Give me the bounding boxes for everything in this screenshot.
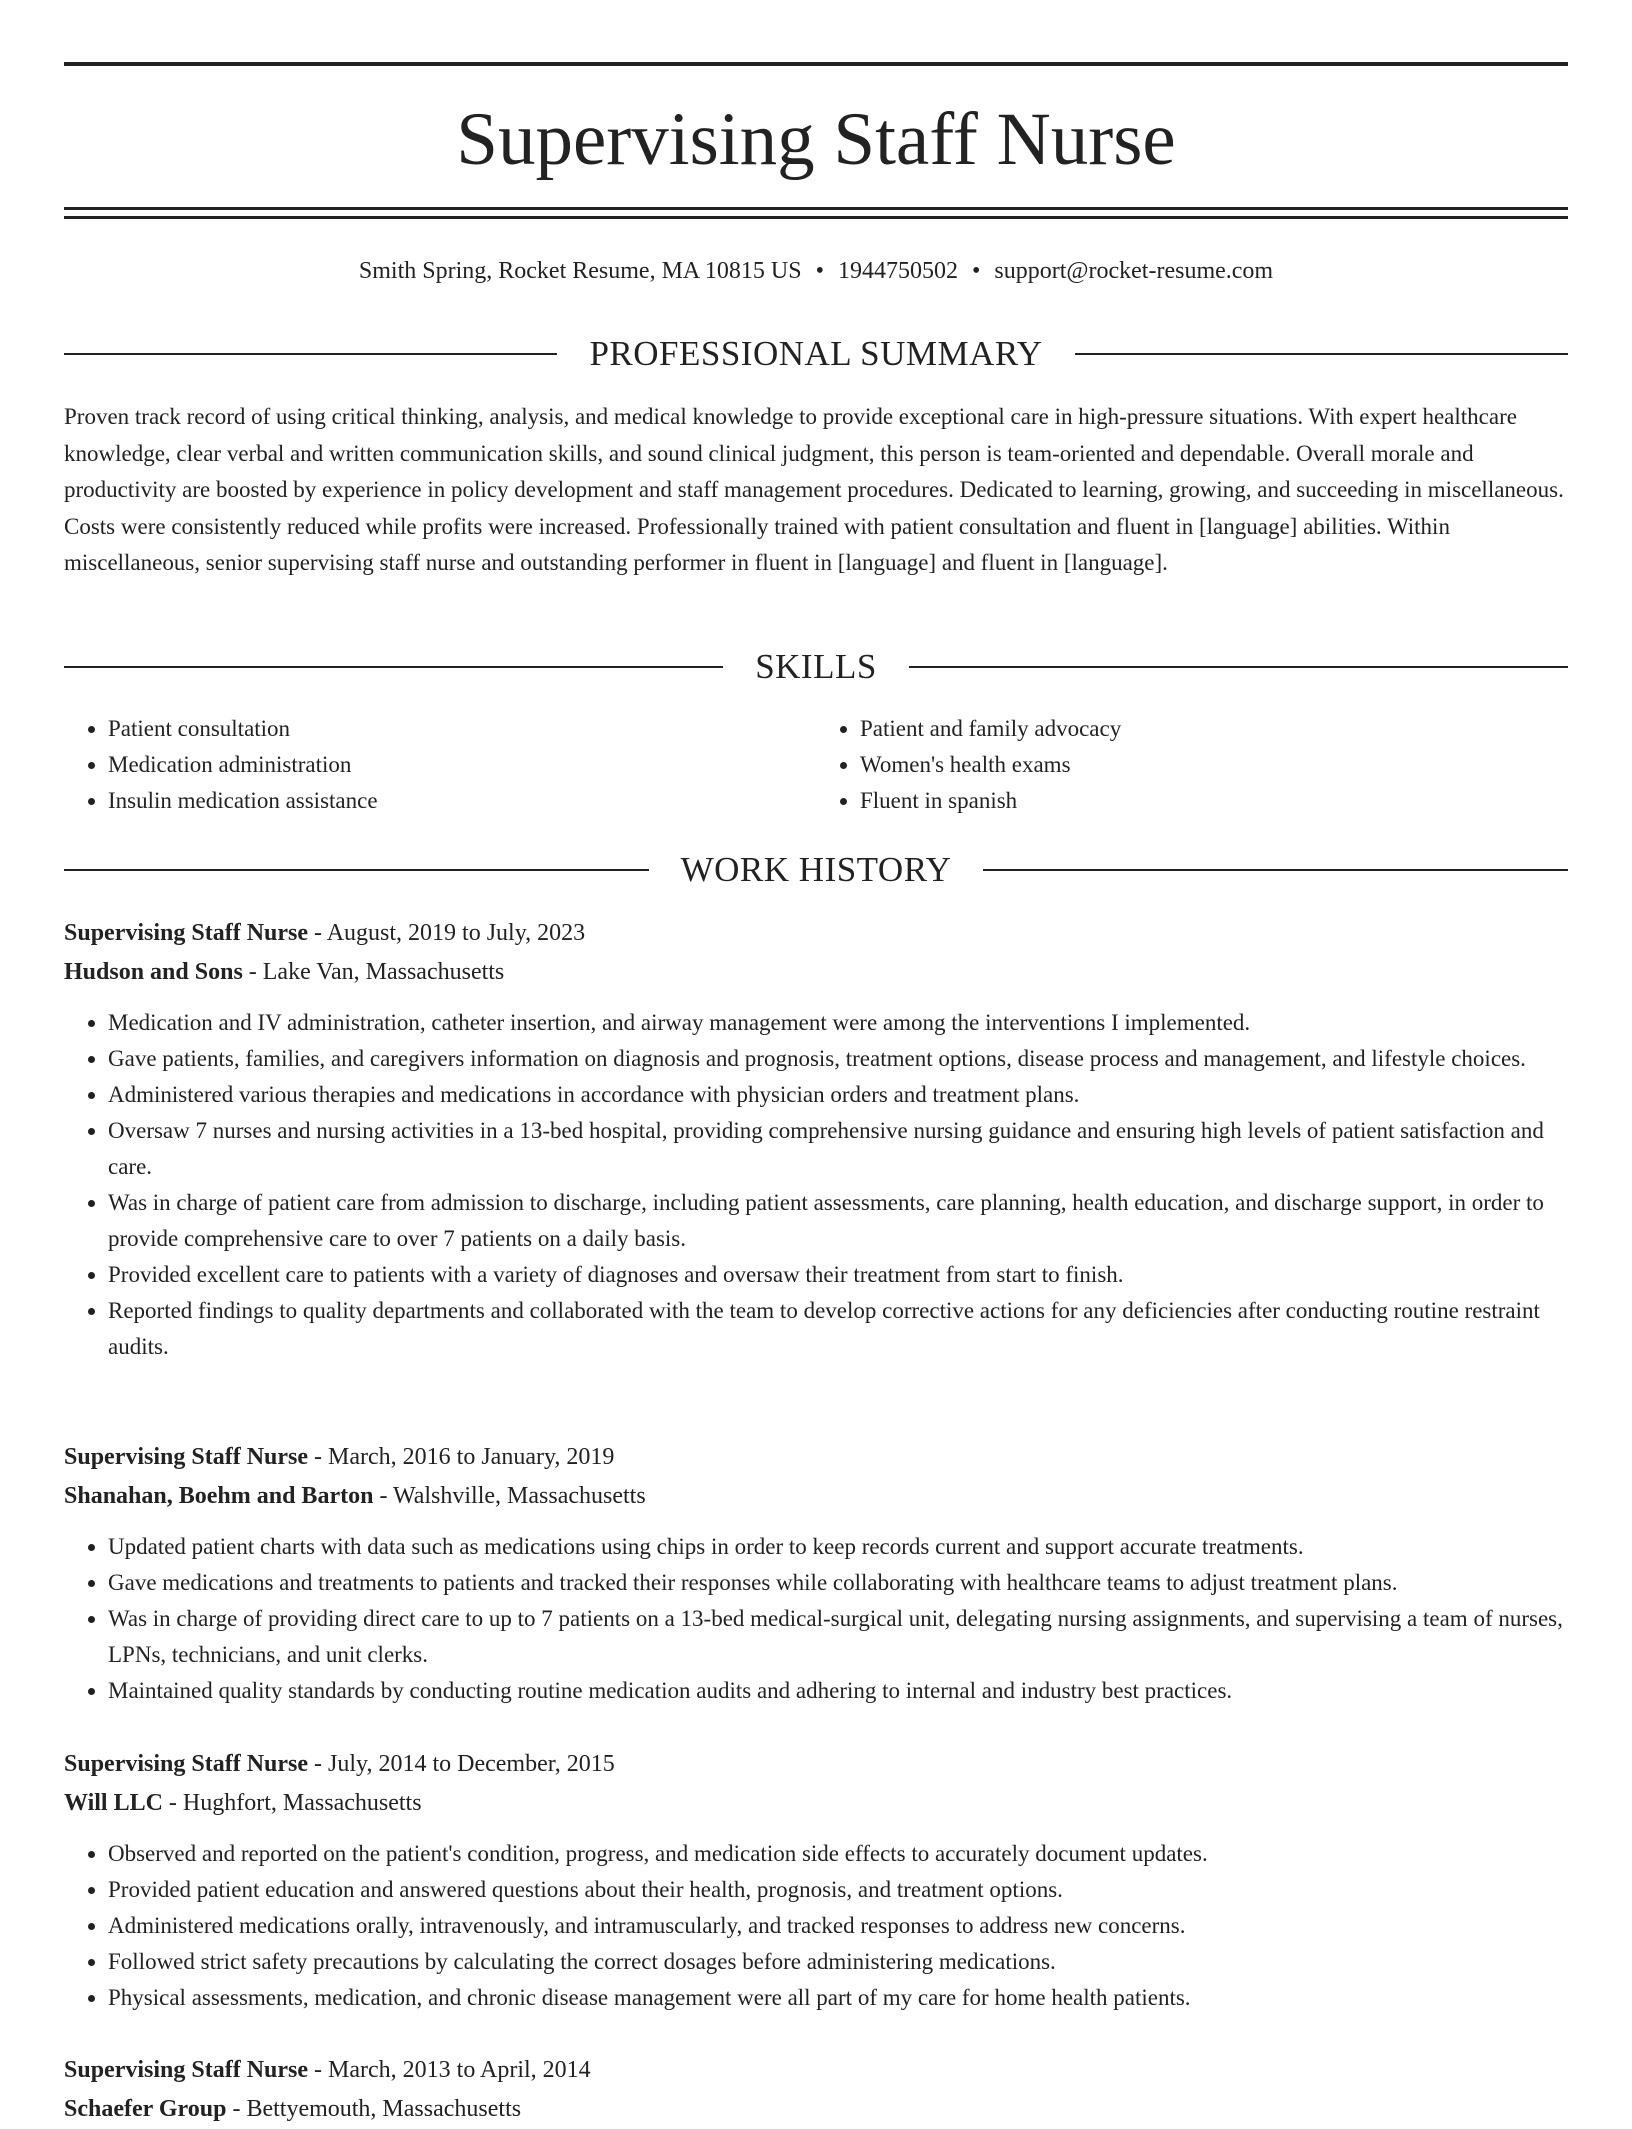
section-title: PROFESSIONAL SUMMARY <box>589 334 1043 373</box>
skills-column-left <box>64 711 816 819</box>
skill-item: • Medication administration <box>108 747 816 783</box>
job-bullet: • Gave patients, families, and caregivers information on diagnosis and prognosis, treatment options, disease process and management, and lifestyle choices. <box>108 1041 1568 1077</box>
section-header-skills <box>64 645 1568 689</box>
contact-address: Smith Spring, Rocket Resume, MA 10815 US <box>358 258 802 284</box>
job-entry <box>64 1745 1568 2016</box>
section-header-work-history <box>64 848 1568 892</box>
job-entry <box>64 2051 1568 2129</box>
top-rule <box>64 62 1568 66</box>
job-bullet: • Maintained quality standards by conducting routine medication audits and adhering to internal and industry best practices. <box>108 1673 1568 1709</box>
job-company-line <box>64 1477 1568 1516</box>
job-company: Shanahan, Boehm and Barton <box>64 1483 374 1509</box>
job-location: - Bettyemouth, Massachusetts <box>226 2096 522 2122</box>
contact-separator: • <box>972 258 981 284</box>
job-location: - Walshville, Massachusetts <box>373 1483 646 1509</box>
section-header-summary <box>64 332 1568 376</box>
job-title-line <box>64 1438 1568 1477</box>
job-bullets <box>64 1529 1568 1709</box>
job-location: - Hughfort, Massachusetts <box>162 1790 422 1816</box>
skill-item: • Patient and family advocacy <box>860 711 1568 747</box>
title-underline-rule-second <box>64 216 1568 219</box>
skill-item: • Insulin medication assistance <box>108 783 816 819</box>
resume-title: Supervising Staff Nurse <box>456 98 1176 181</box>
job-dates: - August, 2019 to July, 2023 <box>308 920 586 946</box>
job-bullet: • Administered medications orally, intravenously, and intramuscularly, and tracked responses to address new concerns. <box>108 1908 1568 1944</box>
section-rule-left <box>64 666 723 668</box>
contact-phone: 1944750502 <box>838 258 958 284</box>
job-bullet: • Updated patient charts with data such as medications using chips in order to keep records current and support accurate treatments. <box>108 1529 1568 1565</box>
section-rule-right <box>909 666 1568 668</box>
job-bullet: • Observed and reported on the patient's condition, progress, and medication side effects to accurately document updates. <box>108 1836 1568 1872</box>
section-rule-right <box>1075 353 1568 355</box>
job-title-line <box>64 914 1568 953</box>
job-title: Supervising Staff Nurse <box>64 920 309 946</box>
job-bullets <box>64 1005 1568 1365</box>
job-bullet: • Physical assessments, medication, and chronic disease management were all part of my care for home health patients. <box>108 1980 1568 2016</box>
job-title-line <box>64 1745 1568 1784</box>
job-bullet: • Administered various therapies and medications in accordance with physician orders and treatment plans. <box>108 1077 1568 1113</box>
section-rule-left <box>64 353 557 355</box>
job-bullet: • Gave medications and treatments to patients and tracked their responses while collaborating with healthcare teams to adjust treatment plans. <box>108 1565 1568 1601</box>
job-company: Hudson and Sons <box>64 959 243 985</box>
professional-summary-text: Proven track record of using critical thinking, analysis, and medical knowledge to provide exceptional care in high-pressure situations. With expert healthcare knowledge, clear verbal and written communication skills, and sound clinical judgment, this person is team-oriented and dependable. Overall morale and productivity are boosted by experience in policy development and staff management procedures. Dedicated to learning, growing, and succeeding in miscellaneous. Costs were consistently reduced while profits were increased. Professionally trained with patient consultation and fluent in [language] abilities. Within miscellaneous, senior supervising staff nurse and outstanding performer in fluent in [language] and fluent in [language]. <box>64 404 1564 575</box>
job-bullet: • Medication and IV administration, catheter insertion, and airway management were among the interventions I implemented. <box>108 1005 1568 1041</box>
section-title: WORK HISTORY <box>680 850 952 889</box>
title-underline-rule <box>64 207 1568 210</box>
job-company: Will LLC <box>64 1790 163 1816</box>
section-title: SKILLS <box>755 647 877 686</box>
job-entry <box>64 1438 1568 1709</box>
job-dates: - March, 2013 to April, 2014 <box>308 2057 591 2083</box>
contact-line <box>64 254 1568 288</box>
job-location: - Lake Van, Massachusetts <box>242 959 505 985</box>
job-title-line <box>64 2051 1568 2090</box>
job-bullet: • Was in charge of patient care from admission to discharge, including patient assessments, care planning, health education, and discharge support, in order to provide comprehensive care to over 7 patients on a daily basis. <box>108 1185 1568 1257</box>
job-bullet: • Was in charge of providing direct care to up to 7 patients on a 13-bed medical-surgical unit, delegating nursing assignments, and supervising a team of nurses, LPNs, technicians, and unit clerks. <box>108 1601 1568 1673</box>
section-rule-right <box>983 869 1568 871</box>
job-company-line <box>64 1784 1568 1823</box>
job-company-line <box>64 953 1568 992</box>
job-dates: - July, 2014 to December, 2015 <box>308 1751 615 1777</box>
job-company: Schaefer Group <box>64 2096 227 2122</box>
skills-list <box>64 711 1568 819</box>
job-bullet: • Oversaw 7 nurses and nursing activities in a 13-bed hospital, providing comprehensive nursing guidance and ensuring high levels of patient satisfaction and care. <box>108 1113 1568 1185</box>
job-dates: - March, 2016 to January, 2019 <box>308 1444 615 1470</box>
job-bullet: • Reported findings to quality departments and collaborated with the team to develop corrective actions for any deficiencies after conducting routine restraint audits. <box>108 1293 1568 1365</box>
section-rule-left <box>64 869 649 871</box>
job-title: Supervising Staff Nurse <box>64 2057 309 2083</box>
contact-separator: • <box>815 258 824 284</box>
skill-item: • Patient consultation <box>108 711 816 747</box>
job-bullet: • Provided excellent care to patients with a variety of diagnoses and oversaw their treatment from start to finish. <box>108 1257 1568 1293</box>
job-company-line <box>64 2090 1568 2129</box>
job-title: Supervising Staff Nurse <box>64 1444 309 1470</box>
job-bullet: • Provided patient education and answered questions about their health, prognosis, and treatment options. <box>108 1872 1568 1908</box>
skill-item: • Women's health exams <box>860 747 1568 783</box>
job-title: Supervising Staff Nurse <box>64 1751 309 1777</box>
skills-column-right <box>816 711 1568 819</box>
job-entry <box>64 914 1568 1365</box>
job-bullets <box>64 1836 1568 2016</box>
job-bullet: • Followed strict safety precautions by calculating the correct dosages before administering medications. <box>108 1944 1568 1980</box>
skill-item: • Fluent in spanish <box>860 783 1568 819</box>
contact-email: support@rocket-resume.com <box>994 258 1274 284</box>
